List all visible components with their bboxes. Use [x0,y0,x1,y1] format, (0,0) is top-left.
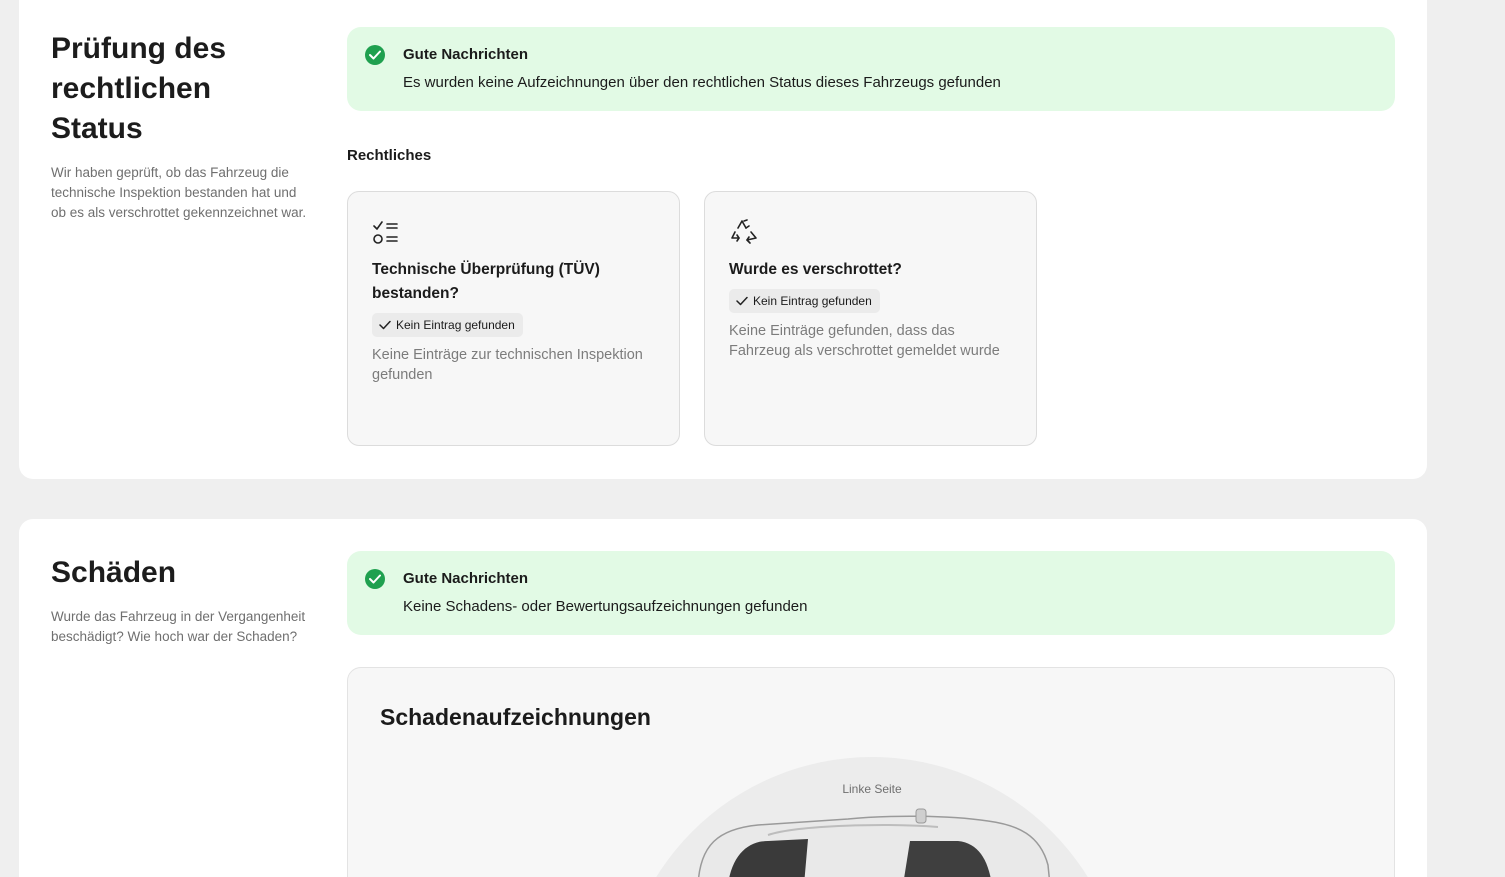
car-image [688,805,1058,877]
status-badge [372,313,523,337]
damage-section [19,519,1427,877]
legal-status-section [19,0,1427,479]
check-icon [736,296,748,306]
check-circle-icon [365,569,385,589]
section-description: Wir haben geprüft, ob das Fahrzeug die technische Inspektion bestanden hat und ob es als verschrottet gekennzeichnet war. [51,165,307,220]
legal-subheading: Rechtliches [347,147,432,164]
car-diagram [618,757,1126,877]
section-title: Prüfung des rechtlichen Status [51,32,227,145]
good-news-banner [347,27,1395,111]
recycle-icon [729,218,759,251]
banner-text: Keine Schadens- oder Bewertungsaufzeichnungen gefunden [403,598,808,615]
card-title: Wurde es verschrottet? [729,261,902,278]
check-icon [379,320,391,330]
card-text: Keine Einträge zur technischen Inspektion gefunden [372,347,643,383]
good-news-banner [347,551,1395,635]
check-circle-icon [365,45,385,65]
inspection-card [347,191,680,446]
card-text: Keine Einträge gefunden, dass das Fahrzeug als verschrottet gemeldet wurde [729,323,1000,359]
damage-records-panel [347,667,1395,877]
checklist-icon [372,218,402,251]
badge-label: Kein Eintrag gefunden [396,318,515,332]
banner-text: Es wurden keine Aufzeichnungen über den rechtlichen Status dieses Fahrzeugs gefunden [403,74,1001,91]
status-badge [729,289,880,313]
section-title: Schäden [51,556,177,589]
records-title: Schadenaufzeichnungen [380,704,651,730]
badge-label: Kein Eintrag gefunden [753,294,872,308]
section-description: Wurde das Fahrzeug in der Vergangenheit beschädigt? Wie hoch war der Schaden? [51,609,306,644]
scrapped-card [704,191,1037,446]
side-label: Linke Seite [842,782,902,796]
banner-title: Gute Nachrichten [403,46,529,63]
banner-title: Gute Nachrichten [403,570,529,587]
card-title: Technische Überprüfung (TÜV) bestanden? [372,261,600,302]
